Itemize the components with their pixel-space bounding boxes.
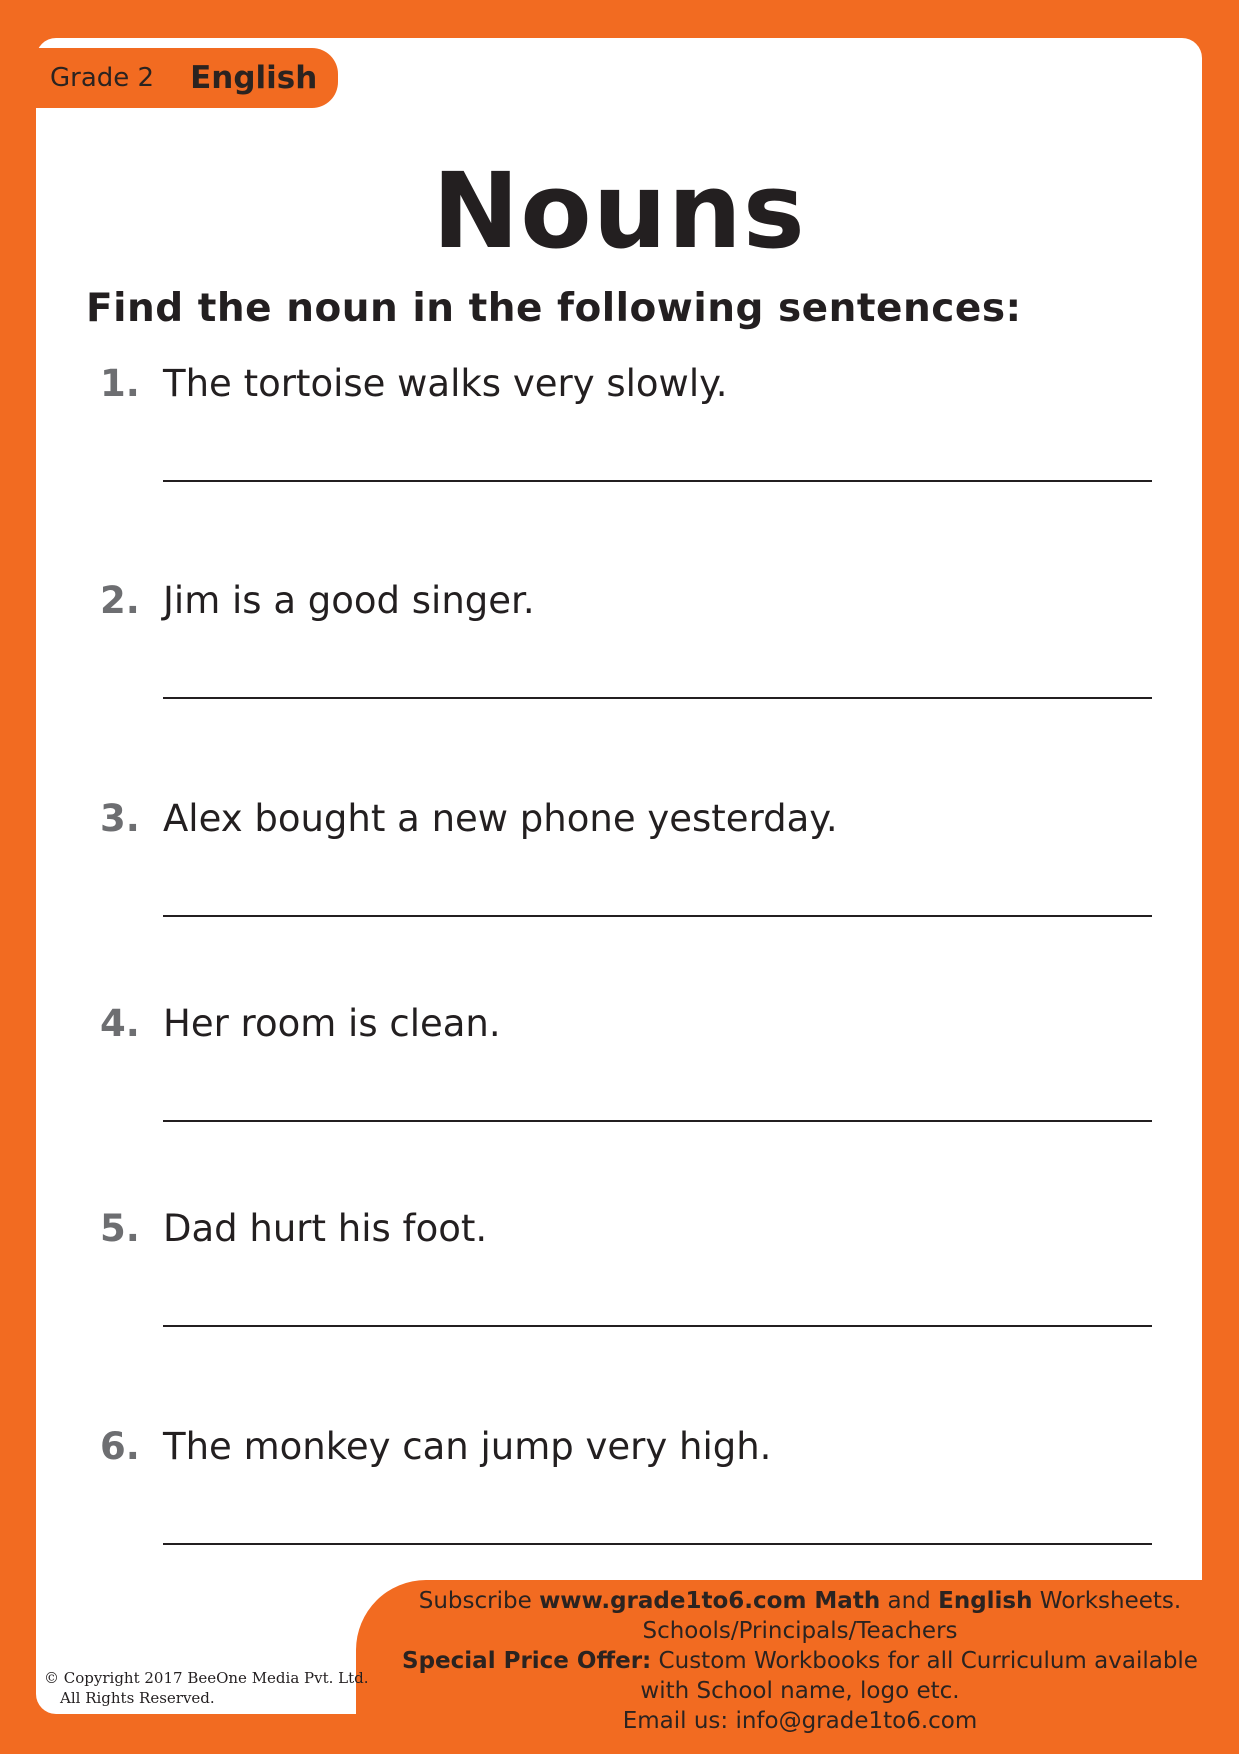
- answer-line[interactable]: [163, 697, 1152, 699]
- question-item-2: [100, 579, 1160, 759]
- question-number: 1.: [100, 362, 140, 405]
- question-text: Alex bought a new phone yesterday.: [163, 797, 838, 840]
- subject-label: English: [190, 60, 318, 96]
- answer-line[interactable]: [163, 915, 1152, 917]
- question-text: Her room is clean.: [163, 1002, 501, 1045]
- answer-line[interactable]: [163, 480, 1152, 482]
- footer-site-link[interactable]: www.grade1to6.com Math: [539, 1588, 881, 1614]
- answer-line[interactable]: [163, 1543, 1152, 1545]
- question-item-1: [100, 362, 1160, 542]
- question-text: Dad hurt his foot.: [163, 1207, 488, 1250]
- question-text: The tortoise walks very slowly.: [163, 362, 728, 405]
- answer-line[interactable]: [163, 1325, 1152, 1327]
- question-number: 3.: [100, 797, 140, 840]
- question-item-6: [100, 1425, 1160, 1605]
- question-item-5: [100, 1207, 1160, 1387]
- footer-line-3: Special Price Offer: Custom Workbooks for all Curriculum available: [402, 1648, 1198, 1674]
- answer-line[interactable]: [163, 1120, 1152, 1122]
- footer-line-4: with School name, logo etc.: [640, 1678, 960, 1704]
- footer-promo-text: [380, 1586, 1220, 1736]
- question-number: 2.: [100, 579, 140, 622]
- page-title: Nouns: [432, 150, 806, 272]
- copyright-notice: © Copyright 2017 BeeOne Media Pvt. Ltd. All Rights Reserved.: [44, 1669, 369, 1707]
- question-number: 4.: [100, 1002, 140, 1045]
- instruction-text: Find the noun in the following sentences:: [86, 286, 1022, 331]
- question-item-4: [100, 1002, 1160, 1182]
- footer-line-2: Schools/Principals/Teachers: [642, 1618, 958, 1644]
- question-number: 5.: [100, 1207, 140, 1250]
- footer-line-1: Subscribe www.grade1to6.com Math and English Worksheets.: [418, 1588, 1182, 1614]
- grade-subject-tab: [36, 48, 338, 108]
- footer-email[interactable]: Email us: info@grade1to6.com: [622, 1708, 978, 1734]
- question-item-3: [100, 797, 1160, 977]
- grade-label: Grade 2: [50, 63, 155, 93]
- question-text: The monkey can jump very high.: [163, 1425, 772, 1468]
- question-text: Jim is a good singer.: [163, 579, 535, 622]
- question-number: 6.: [100, 1425, 140, 1468]
